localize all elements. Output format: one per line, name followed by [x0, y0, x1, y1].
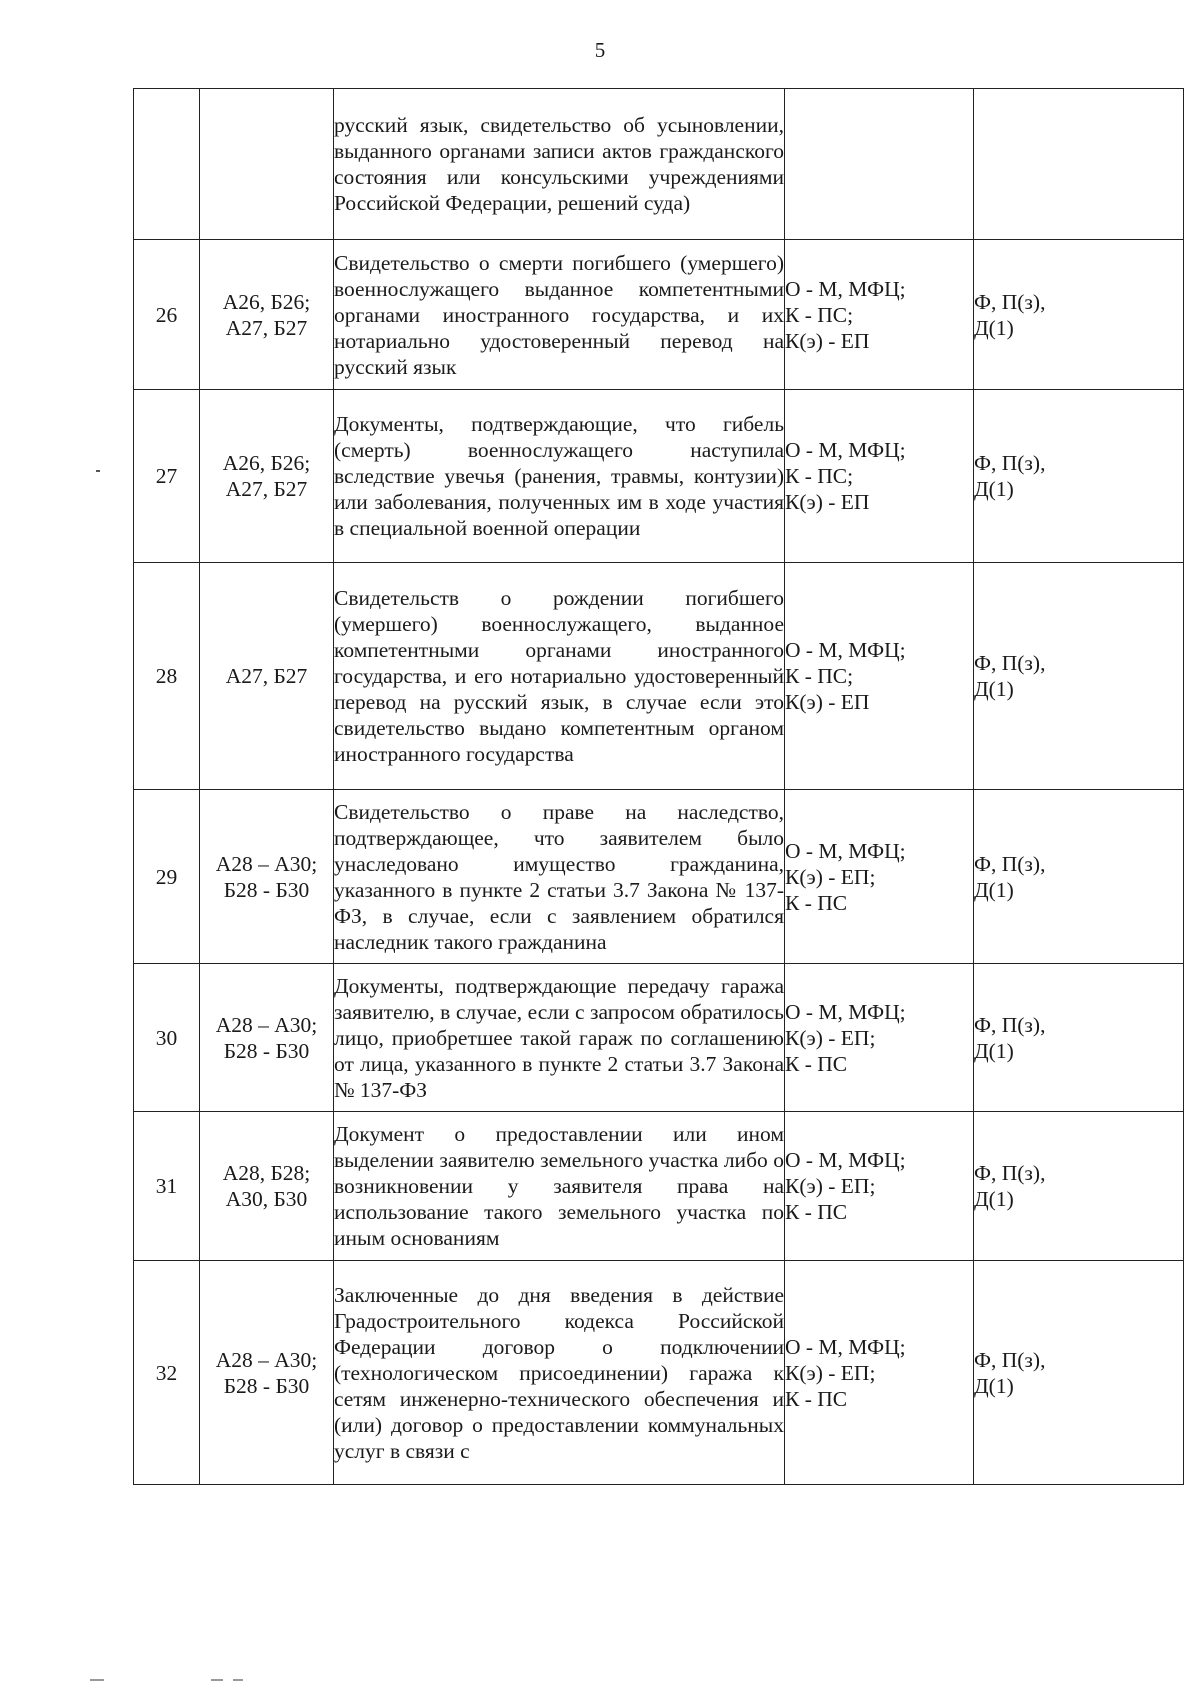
row-number: 29 [134, 790, 200, 964]
scan-mark [96, 470, 100, 472]
row-forms: Ф, П(з), Д(1) [974, 790, 1184, 964]
row-number: 28 [134, 563, 200, 790]
row-codes: А26, Б26; А27, Б27 [200, 240, 334, 390]
scan-mark [233, 1679, 243, 1681]
row-methods: О - М, МФЦ; К(э) - ЕП; К - ПС [785, 964, 974, 1112]
row-codes: А28 – А30; Б28 - Б30 [200, 1261, 334, 1485]
row-number: 31 [134, 1112, 200, 1261]
row-methods [785, 89, 974, 240]
row-forms: Ф, П(з), Д(1) [974, 964, 1184, 1112]
row-methods: О - М, МФЦ; К(э) - ЕП; К - ПС [785, 1112, 974, 1261]
row-methods: О - М, МФЦ; К(э) - ЕП; К - ПС [785, 790, 974, 964]
table-row [134, 89, 1184, 240]
row-number [134, 89, 200, 240]
row-document: Документ о предоставлении или ином выделении заявителю земельного участка либо о возникновении у заявителя права на использование такого земельного участка по иным основаниям [334, 1112, 785, 1261]
row-document: Свидетельство о смерти погибшего (умершего) военнослужащего выданное компетентными органами иностранного государства, и их нотариально удостоверенный перевод на русский язык [334, 240, 785, 390]
row-forms: Ф, П(з), Д(1) [974, 1261, 1184, 1485]
scan-mark [90, 1679, 104, 1681]
table-row [134, 964, 1184, 1112]
row-methods: О - М, МФЦ; К - ПС; К(э) - ЕП [785, 390, 974, 563]
row-methods: О - М, МФЦ; К - ПС; К(э) - ЕП [785, 240, 974, 390]
row-forms: Ф, П(з), Д(1) [974, 1112, 1184, 1261]
row-number: 26 [134, 240, 200, 390]
row-methods: О - М, МФЦ; К - ПС; К(э) - ЕП [785, 563, 974, 790]
row-codes: А28 – А30; Б28 - Б30 [200, 790, 334, 964]
row-codes [200, 89, 334, 240]
row-document: Заключенные до дня введения в действие Градостроительного кодекса Российской Федерации договор о подключении (технологическом присоединении) гаража к сетям инженерно-технического обеспечения и (или) договор о предоставлении коммунальных услуг в связи с [334, 1261, 785, 1485]
row-codes: А27, Б27 [200, 563, 334, 790]
row-document: русский язык, свидетельство об усыновлении, выданного органами записи актов гражданского состояния или консульскими учреждениями Российской Федерации, решений суда) [334, 89, 785, 240]
table-row [134, 790, 1184, 964]
row-document: Документы, подтверждающие, что гибель (смерть) военнослужащего наступила вследствие увечья (ранения, травмы, контузии) или заболевания, полученных им в ходе участия в специальной военной операции [334, 390, 785, 563]
table-row [134, 240, 1184, 390]
documents-table [133, 88, 1184, 1485]
scan-mark [211, 1679, 223, 1681]
row-codes: А26, Б26; А27, Б27 [200, 390, 334, 563]
table-row [134, 390, 1184, 563]
row-codes: А28 – А30; Б28 - Б30 [200, 964, 334, 1112]
row-number: 30 [134, 964, 200, 1112]
row-forms: Ф, П(з), Д(1) [974, 240, 1184, 390]
row-document: Документы, подтверждающие передачу гаража заявителю, в случае, если с запросом обратилось лицо, приобретшее такой гараж по соглашению от лица, указанного в пункте 2 статьи 3.7 Закона № 137-ФЗ [334, 964, 785, 1112]
row-methods: О - М, МФЦ; К(э) - ЕП; К - ПС [785, 1261, 974, 1485]
row-forms: Ф, П(з), Д(1) [974, 563, 1184, 790]
page-number: 5 [594, 38, 606, 62]
row-codes: А28, Б28; А30, Б30 [200, 1112, 334, 1261]
table-row [134, 563, 1184, 790]
row-document: Свидетельство о праве на наследство, подтверждающее, что заявителем было унаследовано имущество гражданина, указанного в пункте 2 статьи 3.7 Закона № 137-ФЗ, в случае, если с заявлением обратился наследник такого гражданина [334, 790, 785, 964]
row-number: 27 [134, 390, 200, 563]
row-forms [974, 89, 1184, 240]
row-number: 32 [134, 1261, 200, 1485]
table-row [134, 1261, 1184, 1485]
row-forms: Ф, П(з), Д(1) [974, 390, 1184, 563]
row-document: Свидетельств о рождении погибшего (умершего) военнослужащего, выданное компетентными органами иностранного государства, и его нотариально удостоверенный перевод на русский язык, в случае если это свидетельство выдано компетентным органом иностранного государства [334, 563, 785, 790]
table-row [134, 1112, 1184, 1261]
